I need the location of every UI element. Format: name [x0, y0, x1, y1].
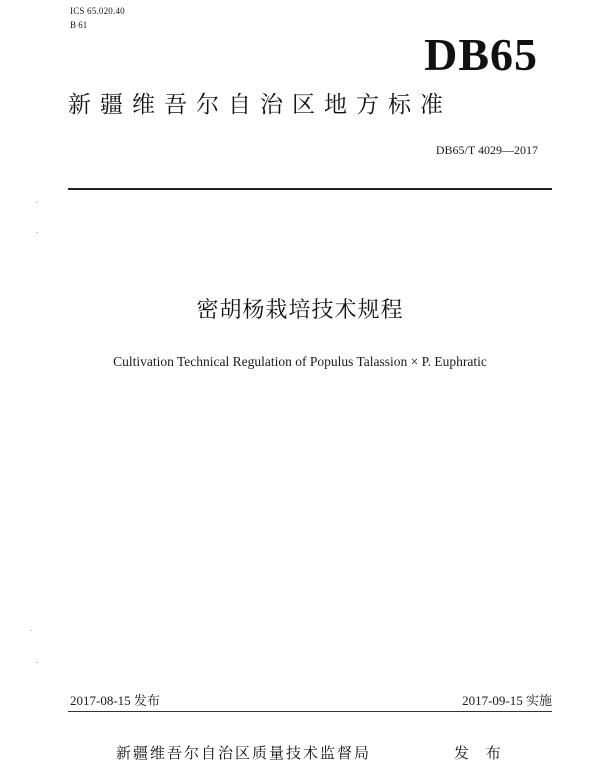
standard-mark: DB65	[424, 29, 538, 80]
scan-speck	[36, 232, 38, 233]
issue-date: 2017-08-15 发布	[70, 693, 160, 708]
footer-divider	[68, 711, 552, 712]
scan-speck	[36, 662, 38, 663]
implementation-date: 2017-09-15 实施	[462, 693, 552, 708]
issuing-authority: 新疆维吾尔自治区质量技术监督局	[116, 744, 372, 762]
header-divider	[68, 188, 552, 190]
document-title-english: Cultivation Technical Regulation of Populus Talassion × P. Euphratic	[113, 354, 487, 369]
ics-code: ICS 65.020.40	[70, 6, 125, 16]
standard-number: DB65/T 4029—2017	[435, 143, 538, 157]
scan-speck	[36, 202, 38, 203]
standard-type-heading: 新疆维吾尔自治区地方标准	[68, 92, 452, 118]
publish-label: 发 布	[454, 744, 507, 762]
document-title: 密胡杨栽培技术规程	[196, 298, 404, 323]
classification-code: B 61	[70, 20, 88, 30]
scan-speck	[30, 630, 32, 631]
